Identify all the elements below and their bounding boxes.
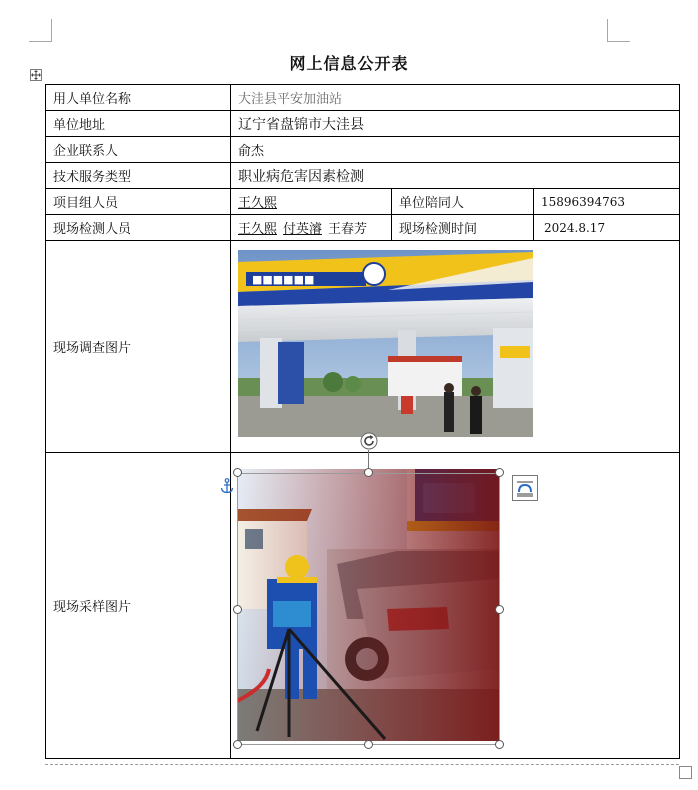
table-row <box>46 241 680 453</box>
info-table <box>45 84 680 759</box>
contact-label: 企业联系人 <box>46 137 231 163</box>
field-staff-name: 付英濬 <box>283 222 323 237</box>
field-staff-name: 王春芳 <box>328 222 368 237</box>
employer-value[interactable] <box>231 85 680 111</box>
svg-text:■■■■■■: ■■■■■■ <box>252 273 315 286</box>
resize-handle-top[interactable] <box>364 468 373 477</box>
resize-handle-left[interactable] <box>233 605 242 614</box>
table-row <box>46 163 680 189</box>
top-left-crop-mark <box>29 19 52 42</box>
resize-handle-top-left[interactable] <box>233 468 242 477</box>
page-bottom-boundary <box>45 764 679 765</box>
table-row <box>46 137 680 163</box>
contact-value[interactable]: 俞杰 <box>231 137 680 163</box>
resize-handle-bottom-right[interactable] <box>495 740 504 749</box>
resize-handle-right[interactable] <box>495 605 504 614</box>
address-value[interactable]: 辽宁省盘锦市大洼县 <box>231 111 680 137</box>
table-row <box>46 453 680 759</box>
resize-handle-bottom[interactable] <box>364 740 373 749</box>
field-staff-value[interactable] <box>231 215 392 241</box>
sampling-photo-cell <box>231 453 680 759</box>
document-title: 网上信息公开表 <box>289 54 409 73</box>
survey-photo-cell <box>231 241 680 453</box>
employer-value-text: 大洼县平安加油站 <box>238 92 343 107</box>
table-row <box>46 111 680 137</box>
service-type-value[interactable]: 职业病危害因素检测 <box>231 163 680 189</box>
table-row <box>46 215 680 241</box>
sampling-photo[interactable] <box>237 469 499 741</box>
field-staff-label: 现场检测人员 <box>46 215 231 241</box>
address-label: 单位地址 <box>46 111 231 137</box>
rotate-handle-icon[interactable] <box>360 432 378 450</box>
survey-photo-label: 现场调查图片 <box>46 241 231 453</box>
rotate-handle-stem <box>368 450 369 468</box>
project-members-value[interactable] <box>231 189 392 215</box>
top-right-crop-mark <box>607 19 630 42</box>
project-members-label: 项目组人员 <box>46 189 231 215</box>
table-resize-handle[interactable] <box>679 766 692 779</box>
accompany-label: 单位陪同人 <box>392 189 534 215</box>
survey-photo[interactable] <box>238 250 533 437</box>
layout-options-icon[interactable] <box>512 475 538 501</box>
table-row <box>46 85 680 111</box>
table-row <box>46 189 680 215</box>
field-staff-name: 王久熙 <box>238 222 278 237</box>
service-type-label: 技术服务类型 <box>46 163 231 189</box>
sampling-photo-label: 现场采样图片 <box>46 453 231 759</box>
resize-handle-bottom-left[interactable] <box>233 740 242 749</box>
project-member-name: 王久熙 <box>238 196 278 211</box>
resize-handle-top-right[interactable] <box>495 468 504 477</box>
test-time-label: 现场检测时间 <box>392 215 534 241</box>
accompany-value[interactable]: 15896394763 <box>534 189 680 215</box>
employer-label: 用人单位名称 <box>46 85 231 111</box>
anchor-icon[interactable] <box>220 478 234 494</box>
test-time-value[interactable]: 2024.8.17 <box>534 215 680 241</box>
